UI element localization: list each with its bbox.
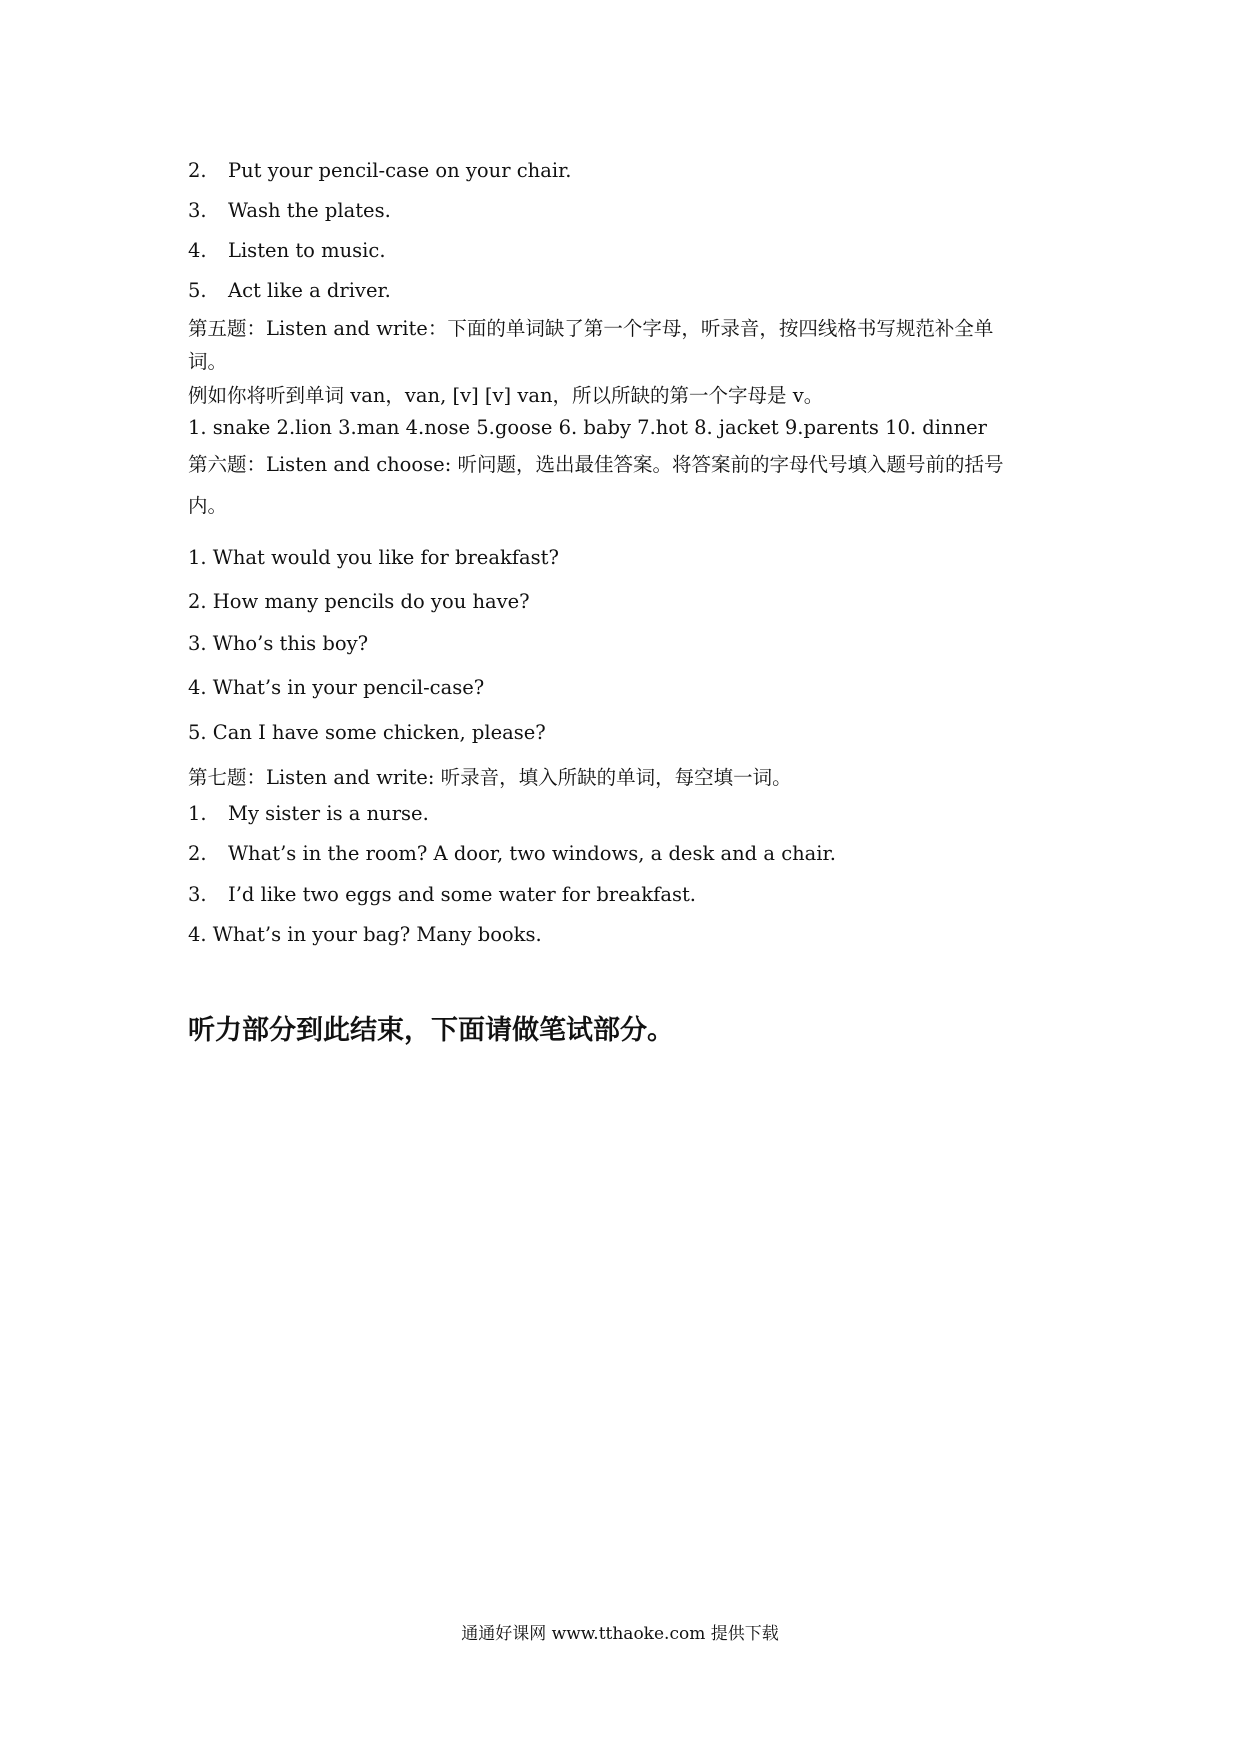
q5-word-list: 1. snake 2.lion 3.man 4.nose 5.goose 6. baby 7.hot 8. jacket 9.parents 10. dinner (188, 416, 987, 439)
item-number: 4. (188, 239, 207, 262)
q6-title: 第六题：Listen and choose: 听问题，选出最佳答案。将答案前的字母代号填入题号前的括号 (188, 453, 1004, 476)
q5-example: 例如你将听到单词 van，van, [v] [v] van，所以所缺的第一个字母是 v。 (188, 384, 824, 407)
q5-title: 第五题：Listen and write：下面的单词缺了第一个字母，听录音，按四线格书写规范补全单 (188, 317, 994, 340)
list-item (188, 278, 391, 304)
q6-question: 5. Can I have some chicken, please? (188, 721, 546, 744)
q7-item: 4. What’s in your bag? Many books. (188, 923, 542, 946)
list-item (188, 198, 391, 224)
item-text: I’d like two eggs and some water for breakfast. (228, 883, 696, 906)
item-text: Listen to music. (228, 239, 386, 262)
section-ending-heading: 听力部分到此结束，下面请做笔试部分。 (188, 1015, 674, 1046)
item-number: 3. (188, 883, 207, 906)
q7-title: 第七题：Listen and write: 听录音，填入所缺的单词，每空填一词。 (188, 766, 792, 789)
item-number: 2. (188, 842, 207, 865)
item-number: 3. (188, 199, 207, 222)
item-number: 2. (188, 159, 207, 182)
page-footer: 通通好课网 www.tthaoke.com 提供下载 (461, 1624, 779, 1644)
q5-title-continued: 词。 (188, 350, 228, 373)
item-number: 1. (188, 802, 207, 825)
item-number: 5. (188, 279, 207, 302)
q6-question: 1. What would you like for breakfast? (188, 546, 559, 569)
q6-question: 3. Who’s this boy? (188, 632, 369, 655)
item-text: My sister is a nurse. (228, 802, 429, 825)
list-item (188, 238, 386, 264)
list-item (188, 158, 571, 184)
item-text: Wash the plates. (228, 199, 391, 222)
q6-title-continued: 内。 (188, 494, 228, 517)
item-text: Put your pencil-case on your chair. (228, 159, 572, 182)
q7-item (188, 882, 696, 908)
item-text: What’s in the room? A door, two windows, a desk and a chair. (228, 842, 836, 865)
q7-item (188, 841, 836, 867)
q6-question: 2. How many pencils do you have? (188, 590, 530, 613)
item-text: Act like a driver. (228, 279, 391, 302)
q6-question: 4. What’s in your pencil-case? (188, 676, 485, 699)
q7-item (188, 801, 429, 827)
